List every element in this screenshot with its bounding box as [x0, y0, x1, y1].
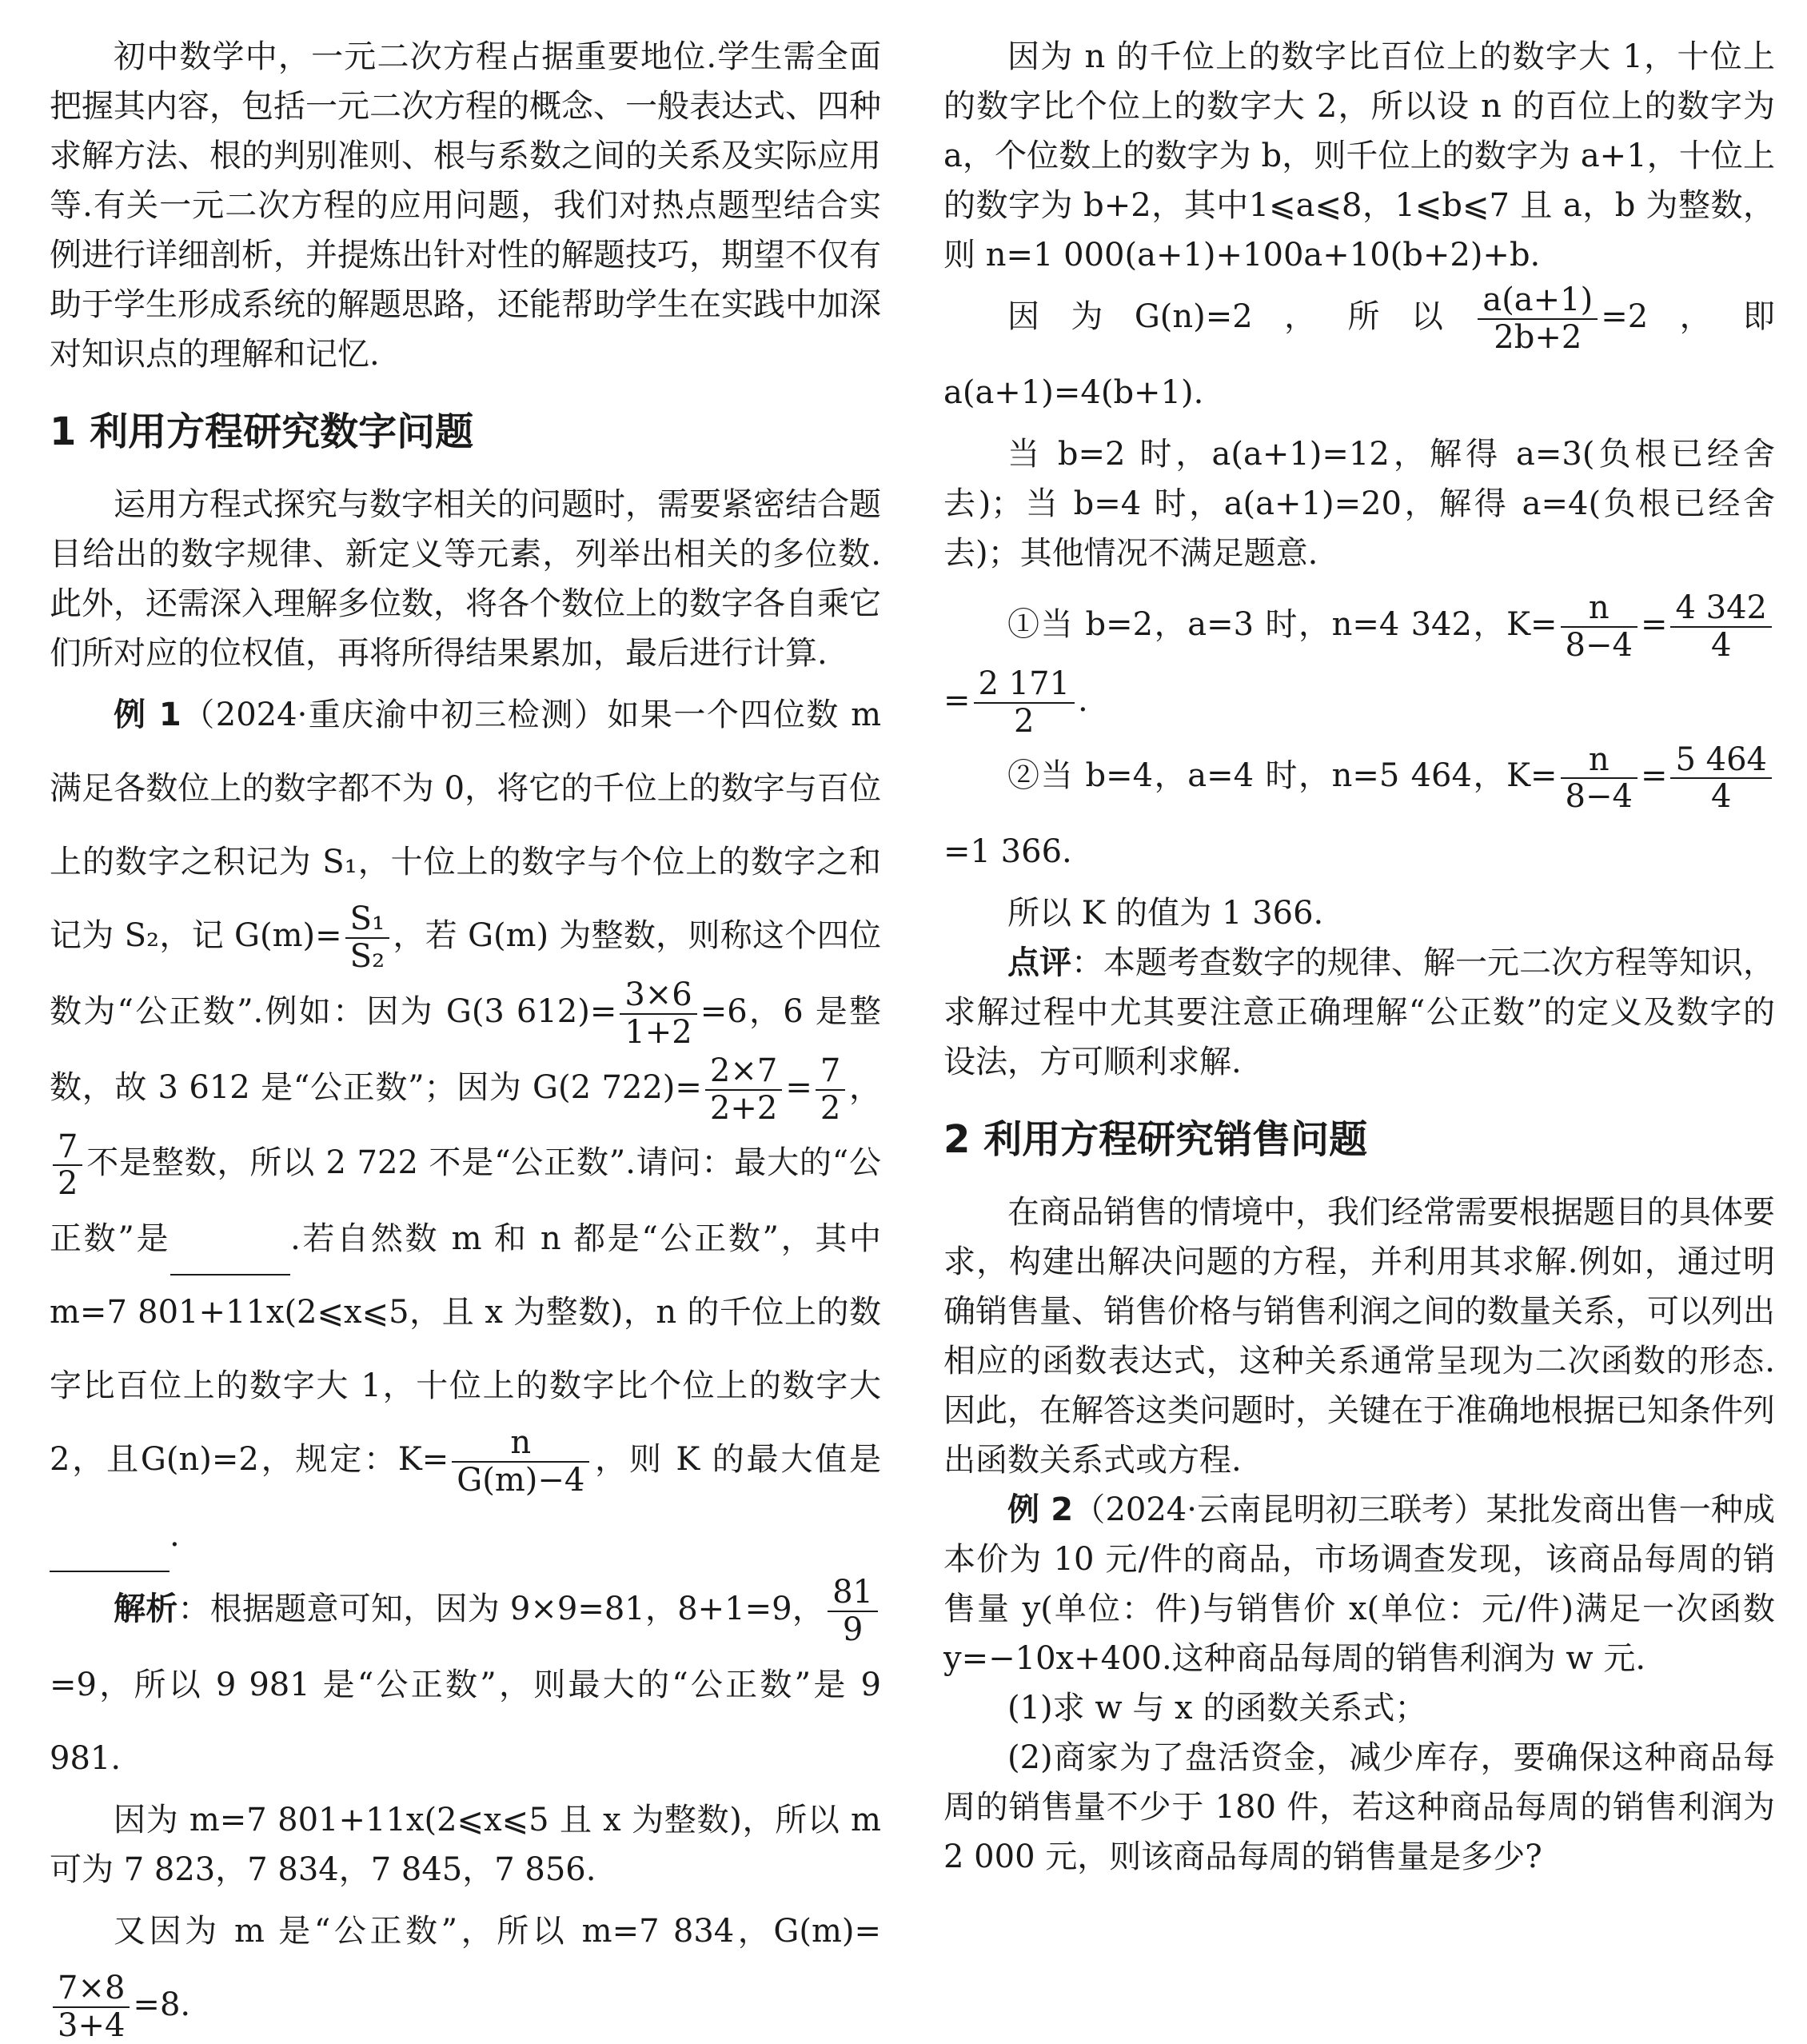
- fraction: $\frac{7\times 8}{3+4}$: [53, 1970, 130, 2044]
- intro-paragraph: 初中数学中，一元二次方程占据重要地位.学生需全面把握其内容，包括一元二次方程的概念、一般表达式、四种求解方法、根的判别准则、根与系数之间的关系及实际应用等.有关一元二次方程的应用问题，我们对热点题型结合实例进行详细剖析，并提炼出针对性的解题技巧，期望不仅有助于学生形成系统的解题思路，还能帮助学生在实践中加深对知识点的理解和记忆.: [50, 38, 881, 373]
- answer-blank-1[interactable]: [170, 1242, 290, 1276]
- example-2: 例 2（2024·云南昆明初三联考）某批发商出售一种成本价为 10 元/件的商品，市场调查发现，该商品每周的销售量 y(单位：件)与销售价 x(单位：元/件)满足一次函数 y=−10x+400.这种商品每周的销售利润为 w 元.: [943, 1491, 1776, 1678]
- fraction: $\frac{a(a+1)}{2b+2}$: [1478, 282, 1598, 356]
- fraction: $\frac{7}{2}$: [816, 1053, 845, 1127]
- right-column: [943, 32, 1775, 1882]
- example-1: 例 1（2024·重庆渝中初三检测）如果一个四位数 m 满足各数位上的数字都不为 0，将它的千位上的数字与百位上的数字之积记为 S₁，十位上的数字与个位上的数字之和记为 S₂，记 G(m)= $\frac{\text{S₁}}{\text{S₂}}$ ，若 G(m) 为整数，则称这个四位数为“公正数”.例如：因为 G(3 612)= $\frac{3\times 6}{1+2}$ =6，6 是整数，故 3 612 是“公正数”；因为 G(2 722)= $\frac{2\times 7}{2+2}$ = $\frac{7}{2}$ ， $\frac{7}{2}$ 不是整数，所以 2 722 不是“公正数”.请问：最大的“公正数”是 .若自然数 m 和 n 都是“公正数”，其中 m=7 801+11x(2⩽x⩽5，且 x 为整数)，n 的千位上的数字比百位上的数字大 1，十位上的数字比个位上的数字大 2，且G(n)=2，规定：K= $\frac{n}{G(m)-4}$ ，则 K 的最大值是.: [50, 678, 881, 1572]
- solution-paragraph-3: 又因为 m 是“公正数”，所以 m=7 834，G(m)= $\frac{7\times 8}{3+4}$ =8.: [50, 1894, 881, 2044]
- question-1: (1)求 w 与 x 的函数关系式；: [1007, 1690, 1427, 1727]
- fraction: $\frac{n}{8-4}$: [1561, 590, 1637, 664]
- question-2: (2)商家为了盘活资金，减少库存，要确保这种商品每周的销售量不少于 180 件，若这种商品每周的销售利润为 2 000 元，则该商品每周的销售量是多少?: [943, 1739, 1775, 1876]
- fraction: $\frac{n}{G(m)-4}$: [452, 1425, 589, 1499]
- fraction: $\frac{\text{S₁}}{\text{S₂}}$: [345, 901, 389, 975]
- fraction: $\frac{2 171}{2}$: [974, 666, 1075, 740]
- fraction: $\frac{5 464}{4}$: [1670, 742, 1772, 816]
- fraction: $\frac{7}{2}$: [53, 1129, 82, 1203]
- solution-paragraph-6: 当 b=2 时，a(a+1)=12，解得 a=3(负根已经舍去)；当 b=4 时，a(a+1)=20，解得 a=4(负根已经舍去)；其他情况不满足题意.: [943, 435, 1775, 572]
- section-heading-1: 1 利用方程研究数字问题: [50, 409, 474, 454]
- fraction: $\frac{3\times 6}{1+2}$: [620, 977, 696, 1051]
- solution-paragraph-5: 因为G(n)=2，所以 $\frac{a(a+1)}{2b+2}$ =2，即 a(a+1)=4(b+1).: [943, 281, 1775, 411]
- solution-label: 解析: [114, 1590, 178, 1627]
- section-heading-2: 2 利用方程研究销售问题: [943, 1117, 1368, 1163]
- example-2-label: 例 2: [1007, 1491, 1074, 1529]
- answer-blank-2[interactable]: [50, 1539, 170, 1572]
- case-1-paragraph: ①当 b=2，a=3 时，n=4 342，K= $\frac{n}{8-4}$ = $\frac{4 342}{4}$ = $\frac{2 171}{2}$ .: [943, 588, 1775, 740]
- example-1-label: 例 1: [114, 697, 181, 733]
- left-column: [50, 32, 881, 2044]
- section-2-paragraph: 在商品销售的情境中，我们经常需要根据题目的具体要求，构建出解决问题的方程，并利用其求解.例如，通过明确销售量、销售价格与销售利润之间的数量关系，可以列出相应的函数表达式，这种关系通常呈现为二次函数的形态.因此，在解答这类问题时，关键在于准确地根据已知条件列出函数关系式或方程.: [943, 1194, 1775, 1479]
- solution-paragraph: 解析：根据题意可知，因为 9×9=81，8+1=9， $\frac{81}{9}$ =9，所以 9 981 是“公正数”，则最大的“公正数”是 9 981.: [50, 1574, 881, 1777]
- solution-paragraph-4: 因为 n 的千位上的数字比百位上的数字大 1，十位上的数字比个位上的数字大 2，所以设 n 的百位上的数字为 a，个位数上的数字为 b，则千位上的数字为 a+1，十位上的数字为 b+2，其中1⩽a⩽8，1⩽b⩽7 且 a，b 为整数，则 n=1 000(a+1)+100a+10(b+2)+b.: [943, 38, 1775, 273]
- fraction: $\frac{4 342}{4}$: [1670, 590, 1772, 664]
- case-2-paragraph: ②当 b=4，a=4 时，n=5 464，K= $\frac{n}{8-4}$ = $\frac{5 464}{4}$ =1 366.: [943, 739, 1775, 888]
- comment-paragraph: 点评：本题考查数字的规律、解一元二次方程等知识，求解过程中尤其要注意正确理解“公正数”的定义及数字的设法，方可顺利求解.: [943, 944, 1775, 1081]
- section-1-paragraph: 运用方程式探究与数字相关的问题时，需要紧密结合题目给出的数字规律、新定义等元素，列举出相关的多位数.此外，还需深入理解多位数，将各个数位上的数字各自乘它们所对应的位权值，再将所得结果累加，最后进行计算.: [50, 486, 881, 672]
- fraction: $\frac{81}{9}$: [828, 1575, 878, 1648]
- comment-label: 点评: [1007, 944, 1071, 982]
- conclusion-paragraph: 所以 K 的值为 1 366.: [1007, 895, 1324, 932]
- solution-paragraph-2: 因为 m=7 801+11x(2⩽x⩽5 且 x 为整数)，所以 m 可为 7 823，7 834，7 845，7 856.: [50, 1801, 881, 1888]
- fraction: $\frac{n}{8-4}$: [1561, 742, 1637, 816]
- fraction: $\frac{2\times 7}{2+2}$: [705, 1053, 782, 1127]
